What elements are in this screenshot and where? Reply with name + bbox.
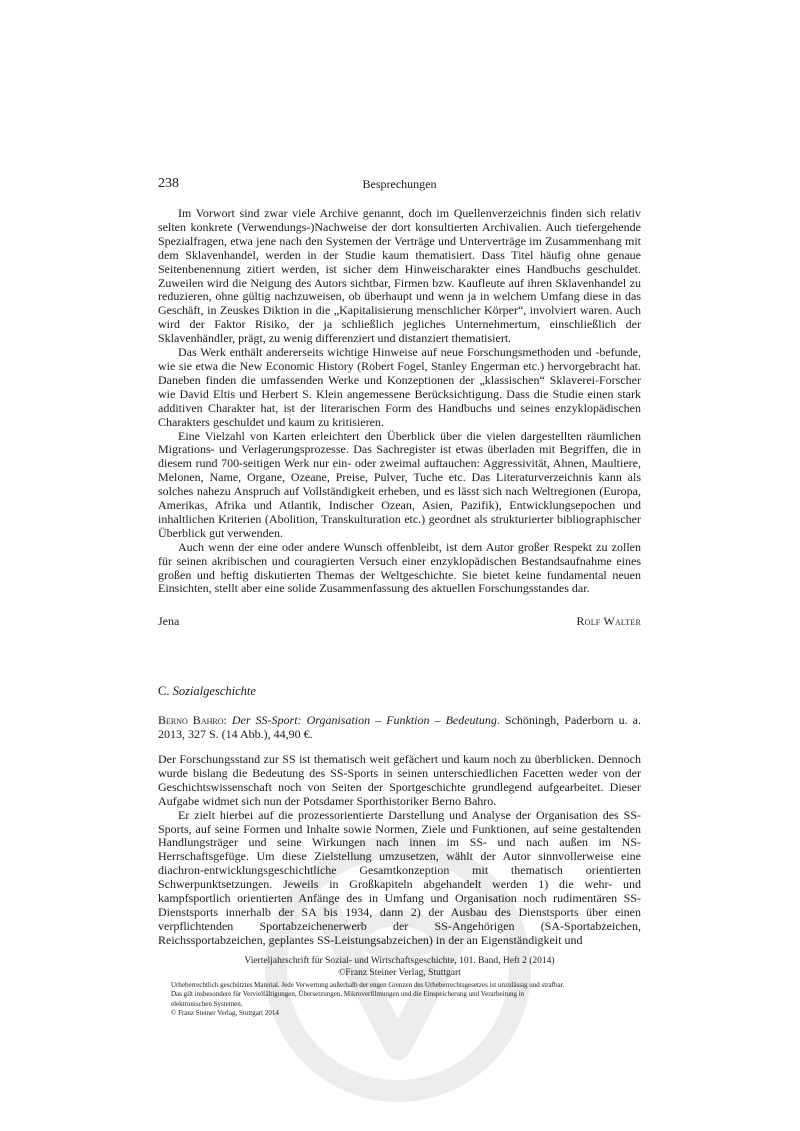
copyright-line: elektronischen Systemen. — [171, 999, 243, 1008]
copyright-notice — [171, 981, 641, 1019]
publisher-line: ©Franz Steiner Verlag, Stuttgart — [338, 967, 461, 978]
review-paragraph: Eine Vielzahl von Karten erleichtert den Überblick über die vielen dargestellten räumlichen Migrations- und Verlagerungsprozesse. Das Sachregister ist etwas überladen mit Begriffen, die in diesem rund 700-seitigen Werk nur ein- oder zweimal auftauchen: Aggressivität, Ahnen, Maultiere, Melonen, Name, Organe, Ozeane, Preise, Pulver, Tuche etc. Das Literaturverzeichnis kann als solches nahezu Anspruch auf Vollständigkeit erheben, und es lässt sich nach Weltregionen (Europa, Amerikas, Afrika und Atlantik, Indischer Ozean, Asien, Pazifik), Entwicklungsepochen und inhaltlichen Kriterien (Abolition, Transkulturation etc.) geordnet als strukturierter bibliographischer Überblick gut verwenden. — [158, 428, 641, 540]
copyright-line: Das gilt insbesondere für Vervielfältigungen, Übersetzungen, Mikroverfilmungen und die Einspeicherung und Verarbeitung in — [171, 990, 525, 999]
review-paragraph: Er zielt hierbei auf die prozessorientierte Darstellung und Analyse der Organisation des SS-Sports, auf seine Formen und Inhalte sowie Normen, Ziele und Funktionen, auf seine gestaltenden Handlungsträger und seine Wirkungen nach innen im SS- und nach außen im NS-Herrschaftsgefüge. Um diese Zielstellung umzusetzen, wählt der Autor sinnvollerweise eine diachron-entwicklungsgeschichtliche Gesamtkonzeption mit thematisch orientierten Schwerpunktsetzungen. Jeweils in Großkapiteln abgehandelt werden 1) die wehr- und kampfsportlich orientierten Anfänge des in Umfang und Organisation noch rudimentären SS-Dienstsports innerhalb der SA bis 1934, dann 2) der Ausbau des Dienstsports über einen verpflichtenden Sportabzeichenerwerb der SS-Angehörigen (SA-Sportabzeichen, Reichssportabzeichen, geplantes SS-Leistungsabzeichen) in der an Eigenständigkeit und — [158, 807, 641, 947]
review-paragraph: Im Vorwort sind zwar viele Archive genannt, doch im Quellenverzeichnis finden sich relativ selten konkrete (Verwendungs-)Nachweise der dort konsultierten Archivalien. Auch tiefergehende Spezialfragen, etwa jene nach den Systemen der Verträge und Unterverträge im Zusammenhang mit dem Sklavenhandel, werden in der Studie kaum thematisiert. Dass Titel häufig ohne genaue Seitenbenennung zitiert werden, ist sicher dem Hinweischarakter eines Handbuchs geschuldet. Zuweilen wird die Neigung des Autors sichtbar, Firmen bzw. Kaufleute auf ihren Sklavenhandel zu reduzieren, ohne gültig nachzuweisen, ob überhaupt und wenn ja in welchem Umfang diese in das Geschäft, in Zeuskes Diktion in die „Kapitalisierung menschlicher Körper“, involviert waren. Auch wird der Faktor Risiko, der ja schließlich jegliches Unternehmertum, einschließlich der Sklavenhändler, prägt, zu wenig differenziert und distanziert thematisiert. — [158, 206, 641, 346]
biblio-colon: : — [223, 713, 227, 727]
second-review-body — [158, 753, 641, 948]
page-number: 238 — [158, 176, 179, 191]
section-prefix: C. — [158, 684, 170, 698]
review-paragraph: Auch wenn der eine oder andere Wunsch offenbleibt, ist dem Autor großer Respekt zu zollen für seinen akribischen und couragierten Versuch einer enzyklopädischen Bestandsaufnahme eines großen und heftig diskutierten Themas der Weltgeschichte. Sie bietet keine fundamental neuen Einsichten, stellt aber eine solide Zusammenfassung des aktuellen Forschungsstandes dar. — [158, 539, 641, 596]
review-paragraph: Das Werk enthält andererseits wichtige Hinweise auf neue Forschungsmethoden und -befunde, wie sie etwa die New Economic History (Robert Fogel, Stanley Engerman etc.) hervorgebracht hat. Daneben finden die umfassenden Werke und Konzeptionen der „klassischen“ Sklaverei-Forscher wie David Eltis und Herbert S. Klein angemessene Berücksichtigung. Dass die Studie einen stark additiven Charakter hat, ist der literarischen Form des Handbuchs und seines enzyklopädischen Charakters geschuldet und kaum zu kritisieren. — [158, 345, 641, 429]
bibliographic-entry — [158, 713, 641, 741]
copyright-line: Urheberrechtlich geschütztes Material. Jede Verwertung außerhalb der engen Grenzen des Urheberrechtsgesetzes ist unzulässig und strafbar. — [171, 981, 565, 989]
review-body — [158, 207, 641, 596]
book-author: Berno Bahro — [158, 713, 224, 727]
signature-place: Jena — [158, 614, 180, 628]
review-signature — [158, 614, 641, 630]
section-title: Sozialgeschichte — [172, 684, 256, 698]
journal-footer — [158, 956, 641, 979]
page-header — [158, 176, 641, 194]
review-paragraph: Der Forschungsstand zur SS ist thematisch weit gefächert und kaum noch zu überblicken. Dennoch wurde bislang die Bedeutung des SS-Sports in seinen unterschiedlichen Facetten weder von der Geschichtswissenschaft noch von Seiten der Sportgeschichte grundlegend aufgearbeitet. Dieser Aufgabe widmet sich nun der Potsdamer Sporthistoriker Berno Bahro. — [158, 752, 641, 808]
book-details: . Schöningh, Paderborn u. a. 2013, 327 S. (14 Abb.), 44,90 €. — [158, 713, 641, 741]
book-title: Der SS-Sport: Organisation – Funktion – Bedeutung — [231, 713, 497, 727]
section-heading — [158, 684, 256, 699]
journal-line: Vierteljahrschrift für Sozial- und Wirtschaftsgeschichte, 101. Band, Heft 2 (2014) — [244, 956, 555, 966]
copyright-line: © Franz Steiner Verlag, Stuttgart 2014 — [171, 1009, 279, 1018]
running-head: Besprechungen — [362, 177, 437, 191]
signature-reviewer: Rolf Walter — [576, 614, 641, 628]
